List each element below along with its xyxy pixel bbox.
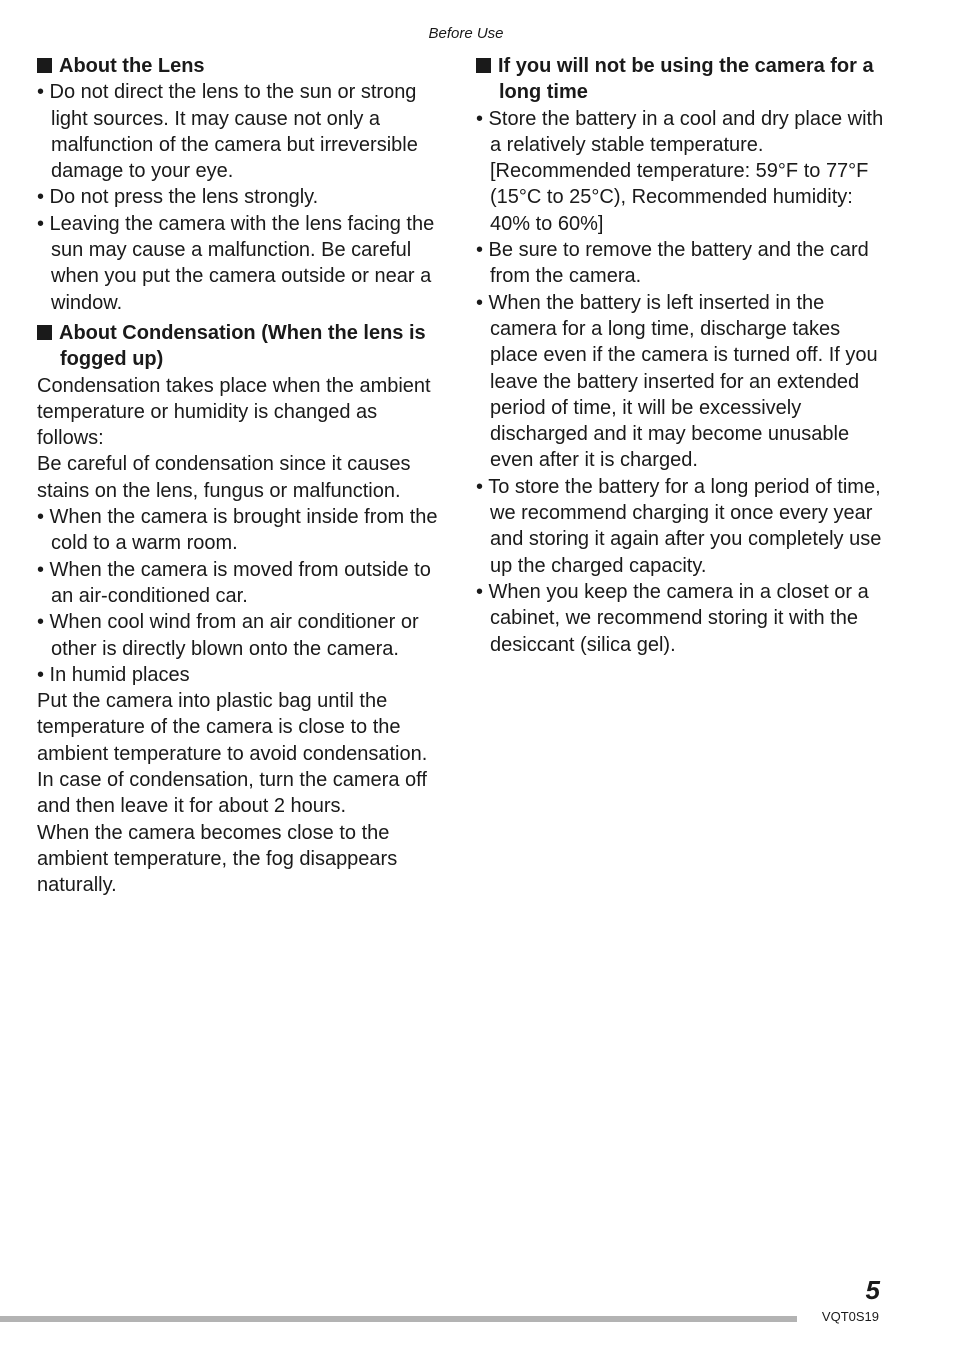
heading-text: About Condensation (When the lens is fogged up) [59, 321, 426, 371]
list-item: • When you keep the camera in a closet or a cabinet, we recommend storing it with the desiccant (silica gel). [476, 580, 869, 656]
page-number: 5 [865, 1275, 880, 1305]
list-item: • In humid places [37, 663, 190, 686]
list-item: • When cool wind from an air conditioner or other is directly blown onto the camera. [37, 611, 419, 660]
paragraph: Condensation takes place when the ambient temperature or humidity is changed as follows: [37, 374, 431, 450]
square-bullet-icon [476, 58, 491, 73]
list-item: • When the camera is brought inside from the cold to a warm room. [37, 506, 438, 555]
document-code: VQT0S19 [821, 1309, 879, 1324]
paragraph: Be careful of condensation since it causes stains on the lens, fungus or malfunction. [37, 453, 411, 502]
list-item: • Do not press the lens strongly. [37, 186, 319, 209]
footer-divider [0, 1316, 797, 1322]
square-bullet-icon [37, 325, 52, 340]
section-long-time-storage [476, 53, 886, 658]
list-item: • When the camera is moved from outside to an air-conditioned car. [37, 558, 431, 607]
running-header: Before Use [428, 25, 504, 42]
square-bullet-icon [37, 58, 52, 73]
list-item: • Leaving the camera with the lens facing the sun may cause a malfunction. Be careful when you put the camera outside or near a window. [37, 212, 435, 314]
list-item: • To store the battery for a long period of time, we recommend charging it once every year and storing it again after you completely use up the charged capacity. [476, 475, 882, 577]
right-column [476, 53, 886, 662]
section-heading [37, 53, 442, 79]
section-heading [37, 320, 442, 373]
paragraph: Put the camera into plastic bag until the temperature of the camera is close to the ambient temperature to avoid condensation. In case of condensation, turn the camera off and then leave it for about 2 hours. [37, 690, 428, 818]
section-about-condensation [37, 320, 442, 899]
section-about-lens [37, 53, 442, 316]
section-heading [476, 53, 886, 106]
heading-text: About the Lens [59, 55, 205, 77]
left-column [37, 53, 442, 903]
heading-text: If you will not be using the camera for a long time [498, 55, 874, 104]
paragraph: When the camera becomes close to the ambient temperature, the fog disappears naturally. [37, 821, 398, 897]
list-item: • When the battery is left inserted in the camera for a long time, discharge takes place even if the camera is turned off. If you leave the battery inserted for an extended period of time, it will be excessively discharged and it may become unusable even after it is charged. [476, 291, 878, 472]
list-item: • Do not direct the lens to the sun or strong light sources. It may cause not only a malfunction of the camera but irreversible damage to your eye. [37, 81, 418, 183]
list-item: • Be sure to remove the battery and the card from the camera. [476, 239, 869, 288]
list-item: • Store the battery in a cool and dry place with a relatively stable temperature. [Recommended temperature: 59°F to 77°F (15°C to 25°C), Recommended humidity: 40% to 60%] [476, 107, 884, 235]
